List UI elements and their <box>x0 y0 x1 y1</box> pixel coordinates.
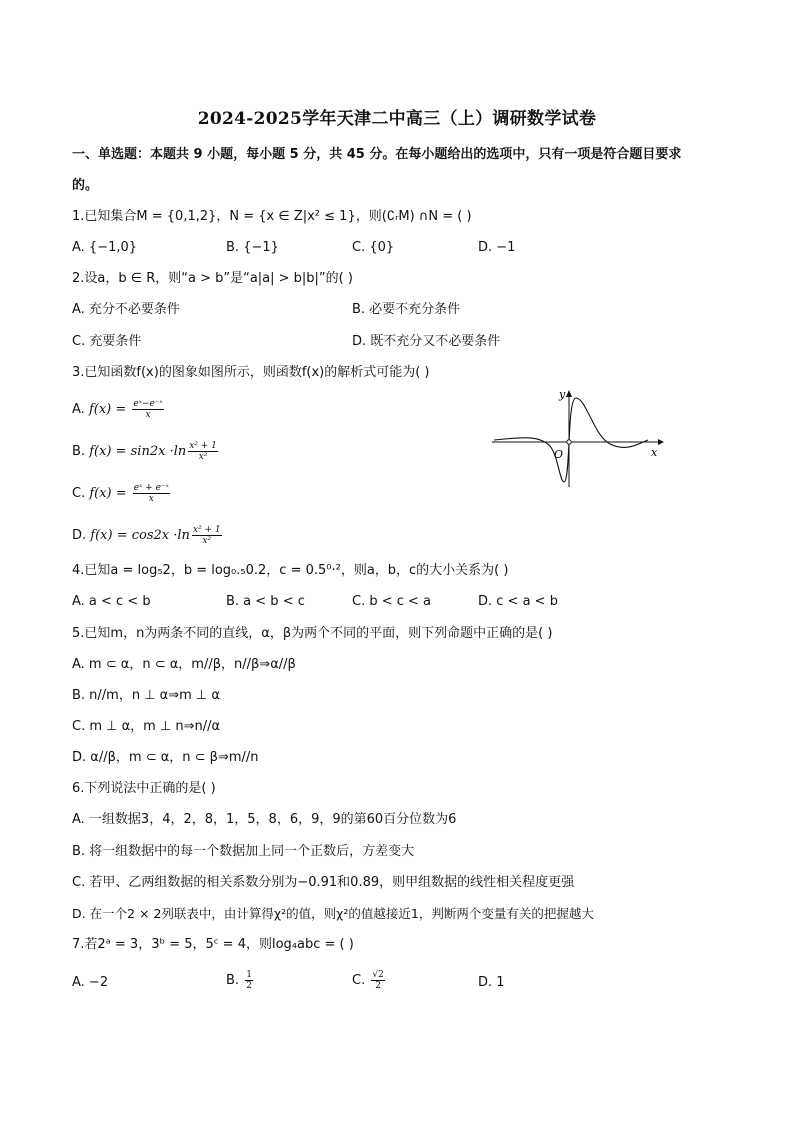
q5-option-a: A. m ⊂ α，n ⊂ α，m//β，n//β⇒α//β <box>72 657 296 672</box>
q6-option-a: A. 一组数据3，4，2，8，1，5，8，6，9，9的第60百分位数为6 <box>72 812 457 827</box>
y-axis-arrow <box>566 390 572 397</box>
q5-option-d: D. α//β，m ⊂ α，n ⊂ β⇒m//n <box>72 750 259 765</box>
q2-option-a: A. 充分不必要条件 <box>72 302 180 317</box>
page-title: 2024-2025学年天津二中高三（上）调研数学试卷 <box>197 109 597 129</box>
q5-stem: 5.已知m，n为两条不同的直线，α，β为两个不同的平面，则下列命题中正确的是( ) <box>72 626 553 641</box>
q1-option-b: B. {−1} <box>226 240 279 255</box>
q4-option-c: C. b < c < a <box>352 594 432 609</box>
q7-stem: 7.若2ᵃ = 3，3ᵇ = 5，5ᶜ = 4，则log₄abc = ( ) <box>72 937 354 952</box>
q7-option-b: B. $\frac{1}{2}$ <box>226 970 252 991</box>
q2-option-c: C. 充要条件 <box>72 334 142 349</box>
q6-option-d: D. 在一个2 × 2列联表中，由计算得χ²的值，则χ²的值越接近1，判断两个变量有关的把握越大 <box>72 906 594 921</box>
section-header-cont: 的。 <box>72 178 99 193</box>
q6-option-b: B. 将一组数据中的每一个数据加上同一个正数后，方差变大 <box>72 844 415 859</box>
q1-option-a: A. {−1,0} <box>72 240 138 255</box>
q5-option-c: C. m ⊥ α，m ⊥ n⇒n//α <box>72 719 221 734</box>
q4-option-a: A. a < c < b <box>72 594 151 609</box>
x-axis-arrow <box>658 439 664 445</box>
q7-option-a: A. −2 <box>72 975 109 990</box>
q2-stem: 2.设a，b ∈ R，则“a > b”是“a|a| > b|b|”的( ) <box>72 271 353 286</box>
section-header: 一、单选题：本题共 9 小题，每小题 5 分，共 45 分。在每小题给出的选项中，只有一项是符合题目要求 <box>72 147 682 162</box>
q2-option-b: B. 必要不充分条件 <box>352 302 461 317</box>
q3-option-c: C. f(x) = $\frac{\text{eˣ + e⁻ˣ}}{x}$ <box>72 483 169 504</box>
origin-hollow-point <box>567 440 571 444</box>
y-axis-label: y <box>559 388 566 401</box>
q4-option-b: B. a < b < c <box>226 594 305 609</box>
q3-stem: 3.已知函数f(x)的图象如图所示，则函数f(x)的解析式可能为( ) <box>72 365 430 380</box>
function-curve <box>494 398 648 482</box>
q7-option-d: D. 1 <box>478 975 505 990</box>
origin-label: O <box>554 448 564 461</box>
q6-stem: 6.下列说法中正确的是( ) <box>72 781 216 796</box>
q1-option-c: C. {0} <box>352 240 395 255</box>
q6-option-c: C. 若甲、乙两组数据的相关系数分别为−0.91和0.89，则甲组数据的线性相关程度更强 <box>72 875 575 890</box>
q3-function-graph <box>488 386 664 492</box>
q2-option-d: D. 既不充分又不必要条件 <box>352 334 501 349</box>
q7-option-c: C. $\frac{√2}{2}$ <box>352 970 384 991</box>
q3-option-b: B. f(x) = sin2x ·ln $\frac{\text{x² + 1}}{\text{x²}}$ <box>72 441 217 462</box>
q4-stem: 4.已知a = log₅2，b = log₀.₅0.2，c = 0.5⁰·²，则a，b，c的大小关系为( ) <box>72 563 509 578</box>
q1-option-d: D. −1 <box>478 240 516 255</box>
q1-stem: 1.已知集合M = {0,1,2}，N = {x ∈ Z|x² ≤ 1}，则(∁ᵣM) ∩N = ( ) <box>72 209 472 224</box>
q3-option-d: D. f(x) = cos2x ·ln $\frac{\text{x² + 1}}{\text{x²}}$ <box>72 525 221 546</box>
x-axis-label: x <box>651 446 658 459</box>
q5-option-b: B. n//m，n ⊥ α⇒m ⊥ α <box>72 688 220 703</box>
q3-option-a: A. f(x) = $\frac{\text{eˣ−e⁻ˣ}}{x}$ <box>72 399 163 420</box>
q4-option-d: D. c < a < b <box>478 594 558 609</box>
